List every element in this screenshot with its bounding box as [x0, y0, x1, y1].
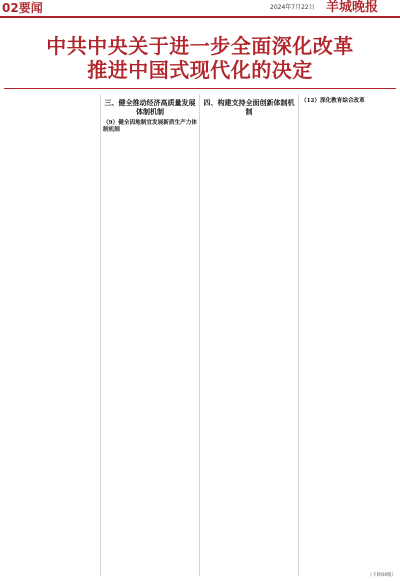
column-divider: [298, 94, 299, 576]
headline-line-2: 推进中国式现代化的决定: [87, 58, 313, 82]
section-heading: 四、构建支持全面创新体制机制: [203, 98, 295, 116]
page-label: 02要闻: [2, 1, 43, 15]
continued-on-note: （下转04版）: [367, 573, 396, 578]
article-column-1: [4, 94, 98, 576]
article-column-3: [202, 94, 296, 576]
column-divider: [100, 94, 101, 576]
headline-divider: [4, 88, 396, 89]
subsection-heading: （9）健全因地制宜发展新质生产力体制机制: [103, 120, 197, 133]
article-column-2: [103, 94, 197, 576]
headline-line-1: 中共中央关于进一步全面深化改革: [46, 34, 354, 58]
masthead: [0, 0, 400, 18]
article-column-4: [301, 94, 395, 576]
column-divider: [199, 94, 200, 576]
paper-name-logo: 羊城晚报: [326, 0, 379, 15]
subsection-heading: （12）深化教育综合改革: [301, 98, 365, 104]
section-heading: 三、健全推动经济高质量发展体制机制: [104, 98, 196, 116]
issue-date: 2024年7月22日: [270, 4, 315, 11]
